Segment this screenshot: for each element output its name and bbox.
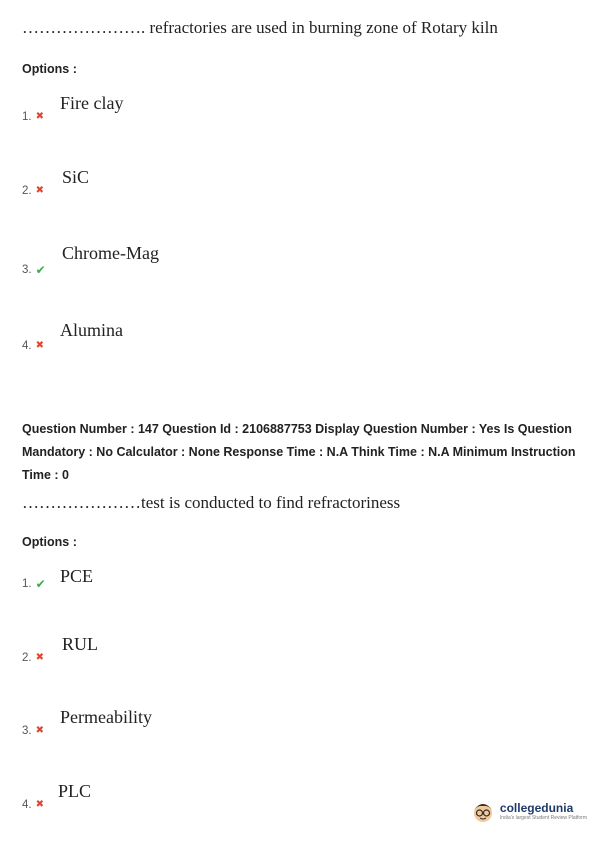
options-label: Options : — [22, 62, 77, 76]
option-text: RUL — [62, 634, 98, 654]
option-text: PLC — [58, 781, 92, 801]
option-text: SiC — [62, 167, 90, 187]
option-text: Permeability — [60, 707, 152, 727]
option-text: PCE — [60, 566, 94, 586]
option-text: Chrome-Mag — [62, 243, 159, 263]
check-icon: ✔ — [35, 263, 46, 277]
option-text: Fire clay — [60, 93, 124, 113]
option-number: 2. ✖ — [22, 185, 44, 197]
option-number: 3. ✔ — [22, 263, 46, 277]
option-number: 1. ✖ — [22, 111, 44, 123]
options-label: Options : — [22, 535, 77, 549]
cross-icon: ✖ — [35, 652, 44, 663]
cross-icon: ✖ — [35, 725, 44, 736]
question-text: …………………. refractories are used in burning zone of Rotary kiln — [22, 18, 498, 37]
collegedunia-logo — [470, 798, 587, 824]
cross-icon: ✖ — [35, 799, 44, 810]
option-number: 1. ✔ — [22, 577, 46, 591]
option-number: 4. ✖ — [22, 799, 44, 811]
cross-icon: ✖ — [35, 340, 44, 351]
logo-tagline: India's largest Student Review Platform — [499, 815, 587, 821]
option-number: 4. ✖ — [22, 340, 44, 352]
logo-text — [500, 801, 587, 821]
option-number: 3. ✖ — [22, 725, 44, 737]
option-text: Alumina — [60, 320, 123, 340]
check-icon: ✔ — [35, 577, 46, 591]
logo-name: collegedunia — [499, 801, 574, 815]
cross-icon: ✖ — [35, 185, 44, 196]
question-text: …………………test is conducted to find refractoriness — [22, 493, 401, 512]
cross-icon: ✖ — [35, 111, 44, 122]
option-number: 2. ✖ — [22, 652, 44, 664]
mascot-icon — [470, 798, 496, 824]
question-meta: Question Number : 147 Question Id : 2106887753 Display Question Number : Yes Is Question Mandatory : No Calculator : None Response Time : N.A Think Time : N.A Minimum Instruction Time : 0 — [22, 422, 576, 482]
